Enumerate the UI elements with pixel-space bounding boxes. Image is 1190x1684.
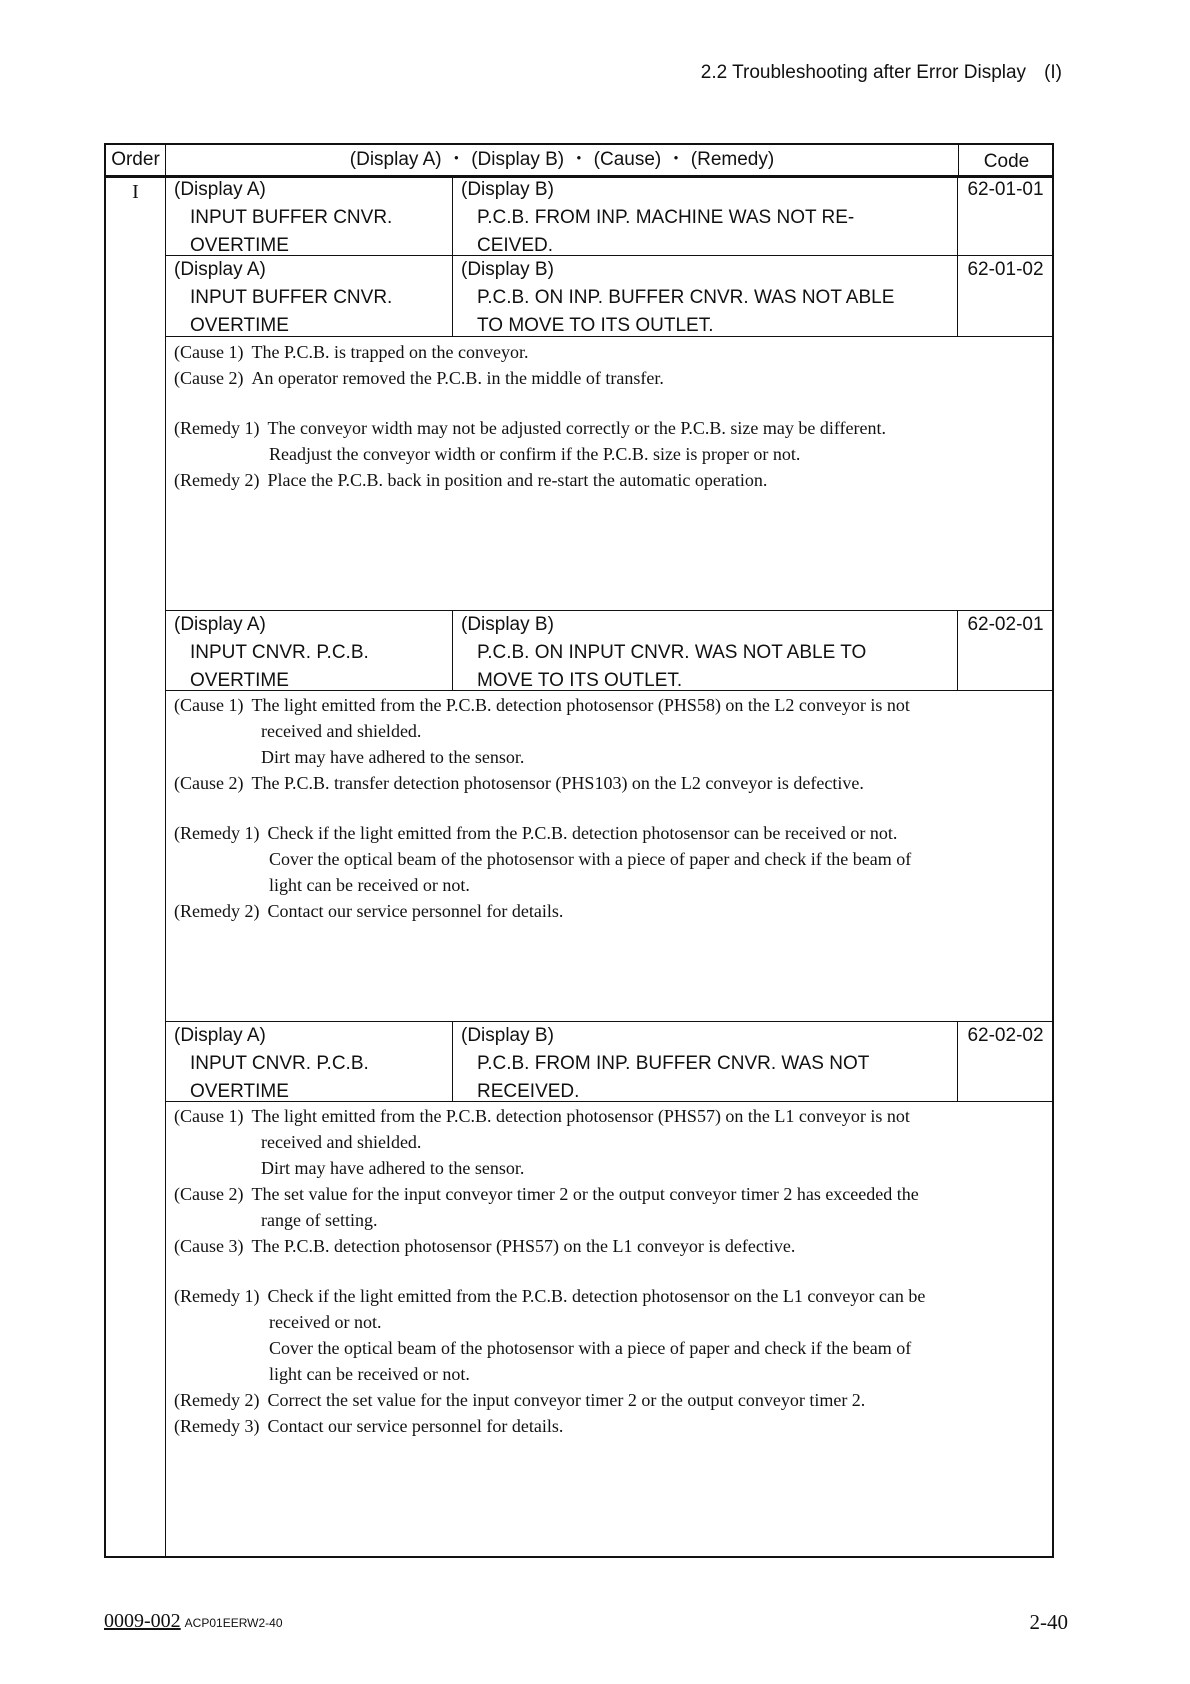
order-value: I (132, 181, 139, 203)
section-number: (I) (1044, 62, 1062, 83)
remedy-continuation: Readjust the conveyor width or confirm if the P.C.B. size is proper or not. (269, 444, 801, 464)
display-b-text: TO MOVE TO ITS OUTLET. (477, 315, 714, 336)
display-a-cell (166, 611, 453, 690)
remedy-continuation: light can be received or not. (269, 875, 470, 895)
cause-item: (Cause 3) The P.C.B. detection photosensor (PHS57) on the L1 conveyor is defective. (174, 1236, 796, 1256)
remedy-continuation: received or not. (269, 1312, 382, 1332)
display-a-text: INPUT CNVR. P.C.B. (190, 1053, 369, 1074)
footer-doc-id (104, 1610, 283, 1633)
display-row (166, 1021, 1053, 1102)
display-b-cell (453, 611, 958, 690)
cause-item: (Cause 2) An operator removed the P.C.B. in the middle of transfer. (174, 368, 664, 388)
display-b-cell (453, 1022, 958, 1101)
cause-remedy-block (166, 339, 1053, 493)
page-number: 2-40 (1029, 1610, 1068, 1634)
display-a-text: OVERTIME (190, 670, 289, 691)
troubleshooting-table (104, 143, 1054, 1558)
display-b-label: (Display B) (461, 259, 554, 280)
cause-continuation: range of setting. (261, 1210, 378, 1230)
remedy-item: (Remedy 3) Contact our service personnel for details. (174, 1416, 564, 1436)
display-a-text: INPUT BUFFER CNVR. (190, 287, 393, 308)
display-row (166, 176, 1053, 256)
display-a-label: (Display A) (174, 179, 266, 200)
display-b-label: (Display B) (461, 614, 554, 635)
header-order: Order (111, 149, 160, 170)
error-code: 62-02-01 (967, 614, 1044, 635)
display-a-text: OVERTIME (190, 315, 289, 336)
header-main: (Display A) ・ (Display B) ・ (Cause) ・ (Remedy) (349, 149, 775, 170)
display-b-cell (453, 256, 958, 336)
display-b-cell (453, 176, 958, 255)
remedy-item: (Remedy 1) Check if the light emitted from the P.C.B. detection photosensor can be received or not. (174, 823, 898, 843)
cause-continuation: Dirt may have adhered to the sensor. (261, 747, 525, 767)
cause-continuation: received and shielded. (261, 721, 422, 741)
cause-item: (Cause 2) The P.C.B. transfer detection photosensor (PHS103) on the L2 conveyor is defective. (174, 773, 864, 793)
header-code: Code (958, 145, 1054, 175)
page-header (701, 62, 1062, 84)
display-a-cell (166, 1022, 453, 1101)
remedy-continuation: Cover the optical beam of the photosensor with a piece of paper and check if the beam of (269, 849, 912, 869)
cause-item: (Cause 1) The P.C.B. is trapped on the conveyor. (174, 342, 529, 362)
display-b-text: MOVE TO ITS OUTLET. (477, 670, 683, 691)
display-a-label: (Display A) (174, 1025, 266, 1046)
cause-continuation: received and shielded. (261, 1132, 422, 1152)
display-b-label: (Display B) (461, 1025, 554, 1046)
error-code: 62-01-01 (967, 179, 1044, 200)
remedy-item: (Remedy 1) The conveyor width may not be adjusted correctly or the P.C.B. size may be different. (174, 418, 886, 438)
cause-item: (Cause 2) The set value for the input conveyor timer 2 or the output conveyor timer 2 has exceeded the (174, 1184, 919, 1204)
table-header-row (106, 145, 1052, 178)
display-b-text: P.C.B. FROM INP. MACHINE WAS NOT RE- (477, 207, 855, 228)
remedy-item: (Remedy 1) Check if the light emitted from the P.C.B. detection photosensor on the L1 conveyor can be (174, 1286, 926, 1306)
display-a-label: (Display A) (174, 614, 266, 635)
cause-item: (Cause 1) The light emitted from the P.C.B. detection photosensor (PHS57) on the L1 conveyor is not (174, 1106, 910, 1126)
remedy-continuation: light can be received or not. (269, 1364, 470, 1384)
order-column (106, 145, 166, 1556)
display-a-cell (166, 256, 453, 336)
remedy-continuation: Cover the optical beam of the photosensor with a piece of paper and check if the beam of (269, 1338, 912, 1358)
display-a-label: (Display A) (174, 259, 266, 280)
doc-code: ACP01EERW2-40 (184, 1616, 283, 1630)
display-a-text: INPUT BUFFER CNVR. (190, 207, 393, 228)
error-code: 62-01-02 (967, 259, 1044, 280)
cause-continuation: Dirt may have adhered to the sensor. (261, 1158, 525, 1178)
display-row (166, 610, 1053, 691)
display-b-text: P.C.B. ON INP. BUFFER CNVR. WAS NOT ABLE (477, 287, 895, 308)
display-b-text: P.C.B. ON INPUT CNVR. WAS NOT ABLE TO (477, 642, 867, 663)
display-b-text: P.C.B. FROM INP. BUFFER CNVR. WAS NOT (477, 1053, 870, 1074)
display-a-text: INPUT CNVR. P.C.B. (190, 642, 369, 663)
doc-number: 0009-002 (104, 1610, 181, 1632)
section-title: 2.2 Troubleshooting after Error Display (700, 62, 1027, 83)
display-b-label: (Display B) (461, 179, 554, 200)
cause-remedy-block (166, 1103, 1053, 1439)
cause-item: (Cause 1) The light emitted from the P.C.B. detection photosensor (PHS58) on the L2 conveyor is not (174, 695, 910, 715)
remedy-item: (Remedy 2) Place the P.C.B. back in position and re-start the automatic operation. (174, 470, 768, 490)
remedy-item: (Remedy 2) Correct the set value for the input conveyor timer 2 or the output conveyor timer 2. (174, 1390, 866, 1410)
display-row (166, 256, 1053, 337)
display-a-text: OVERTIME (190, 1081, 289, 1102)
display-a-text: OVERTIME (190, 235, 289, 256)
display-b-text: RECEIVED. (477, 1081, 580, 1102)
display-b-text: CEIVED. (477, 235, 554, 256)
cause-remedy-block (166, 692, 1053, 924)
remedy-item: (Remedy 2) Contact our service personnel for details. (174, 901, 564, 921)
error-code: 62-02-02 (967, 1025, 1044, 1046)
display-a-cell (166, 176, 453, 255)
